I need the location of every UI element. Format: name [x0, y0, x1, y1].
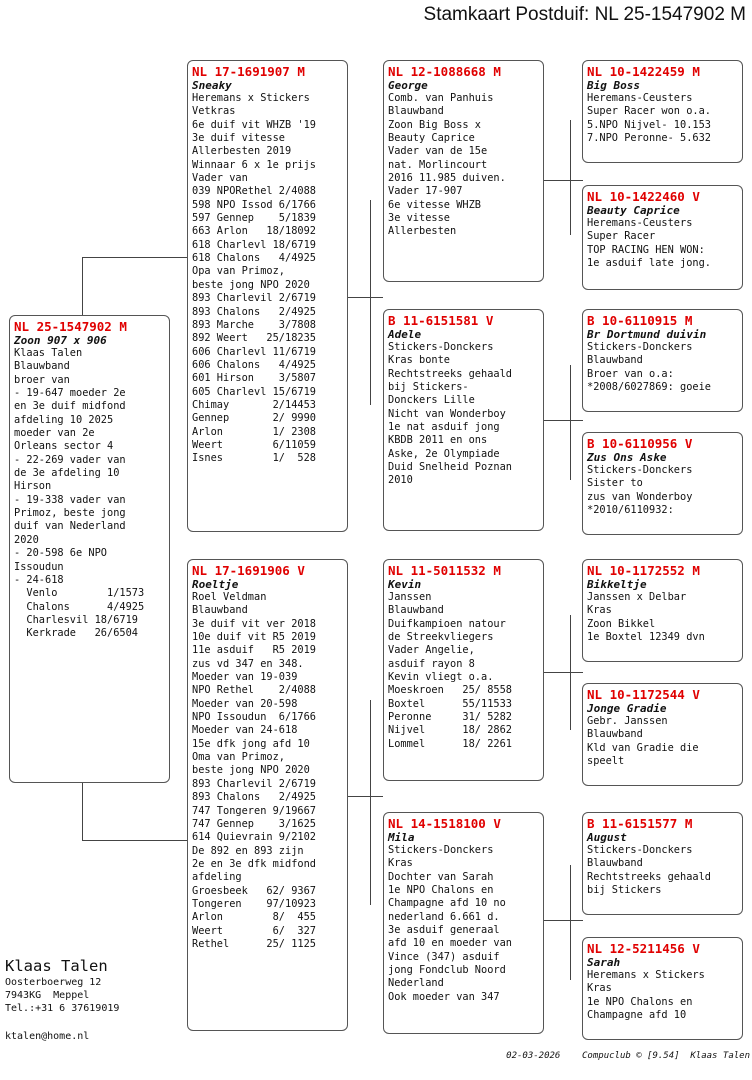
note-line: Opa van Primoz,	[192, 265, 285, 278]
pedigree-notes	[388, 844, 539, 1004]
note-line: Charlesvil 18/6719	[14, 613, 138, 626]
pigeon-name: Br Dortmund duivin	[587, 328, 707, 341]
note-line: de 3e afdeling 10	[14, 467, 120, 480]
connector	[543, 920, 583, 921]
ring-number: B 11-6151581 V	[388, 313, 494, 328]
note-line: 605 Charlevl 15/6719	[192, 385, 316, 398]
connector	[370, 200, 371, 405]
note-line: Champagne afd 10	[587, 1009, 687, 1022]
note-line: Moeder van 24-618	[192, 724, 298, 737]
note-line: Nijvel 18/ 2862	[388, 724, 512, 737]
note-line: 893 Chalons 2/4925	[192, 305, 316, 318]
note-line: bij Stickers-	[388, 381, 469, 394]
note-line: Boxtel 55/11533	[388, 697, 512, 710]
note-line: 598 NPO Issod 6/1766	[192, 198, 316, 211]
pigeon-name: Big Boss	[587, 79, 640, 92]
note-line: NPO Rethel 2/4088	[192, 684, 316, 697]
connector	[570, 365, 571, 480]
note-line: Stickers-Donckers	[587, 341, 693, 353]
note-line: 1e nat asduif jong	[388, 421, 500, 434]
pedigree-notes	[388, 92, 539, 239]
pigeon-name: Sarah	[587, 956, 621, 969]
subject-card[interactable]	[9, 315, 170, 783]
note-line: bij Stickers	[587, 884, 662, 897]
pedigree-notes	[587, 969, 738, 1022]
great-grandparent-card[interactable]	[582, 60, 743, 163]
note-line: Rechtstreeks gehaald	[587, 870, 711, 883]
note-line: moeder van 2e	[14, 427, 95, 440]
note-line: Blauwband	[587, 857, 643, 870]
note-line: Orleans sector 4	[14, 440, 114, 453]
note-line: Roel Veldman	[192, 591, 267, 603]
note-line: Zoon Bikkel	[587, 617, 656, 630]
ring-number: NL 12-5211456 V	[587, 941, 700, 956]
note-line: jong Fondclub Noord	[388, 964, 506, 977]
pedigree-notes	[14, 347, 165, 641]
note-line: broer van	[14, 373, 70, 386]
note-line: Janssen x Delbar	[587, 591, 687, 603]
note-line: 606 Charlevl 11/6719	[192, 345, 316, 358]
note-line: Duid Snelheid Poznan	[388, 461, 512, 474]
great-grandparent-card[interactable]	[582, 432, 743, 535]
pigeon-name: Zoon 907 x 906	[14, 334, 107, 347]
pedigree-notes	[587, 341, 738, 394]
note-line: Peronne 31/ 5282	[388, 711, 512, 724]
note-line: Blauwband	[587, 354, 643, 367]
note-line: beste jong NPO 2020	[192, 764, 310, 777]
note-line: Ook moeder van 347	[388, 990, 500, 1003]
note-line: Stickers-Donckers	[587, 844, 693, 856]
note-line: Isnes 1/ 528	[192, 452, 316, 465]
note-line: Blauwband	[388, 604, 444, 617]
note-line: Allerbesten 2019	[192, 145, 292, 158]
note-line: afdeling 10 2025	[14, 413, 114, 426]
connector	[82, 840, 188, 841]
note-line: KBDB 2011 en ons	[388, 434, 488, 447]
note-line: 6e duif vit WHZB '19	[192, 118, 316, 131]
note-line: Chimay 2/14453	[192, 398, 316, 411]
pedigree-notes	[587, 217, 738, 270]
note-line: Heremans x Stickers	[192, 92, 310, 104]
note-line: Heremans-Ceusters	[587, 217, 693, 229]
note-line: Duifkampioen natour	[388, 617, 506, 630]
note-line: Winnaar 6 x 1e prijs	[192, 158, 316, 171]
note-line: Aske, 2e Olympiade	[388, 447, 500, 460]
great-grandparent-card[interactable]	[582, 309, 743, 412]
note-line: Super Racer won o.a.	[587, 105, 711, 118]
note-line: Weert 6/11059	[192, 438, 316, 451]
great-grandparent-card[interactable]	[582, 683, 743, 786]
note-line: Moeder van 19-039	[192, 671, 298, 684]
note-line: Vader Angelie,	[388, 644, 475, 657]
pigeon-name: Sneaky	[192, 79, 232, 92]
note-line: zus vd 347 en 348.	[192, 657, 304, 670]
connector	[570, 865, 571, 980]
note-line: Kras	[388, 857, 413, 870]
note-line: Arlon 1/ 2308	[192, 425, 316, 438]
pedigree-notes	[192, 591, 343, 951]
note-line: - 20-598 6e NPO	[14, 547, 107, 560]
pigeon-name: Jonge Gradie	[587, 702, 667, 715]
note-line: Primoz, beste jong	[14, 507, 126, 520]
great-grandparent-card[interactable]	[582, 812, 743, 915]
note-line: 5.NPO Nijvel- 10.153	[587, 118, 711, 131]
note-line: 2016 11.985 duiven.	[388, 172, 506, 185]
note-line: - 19-647 moeder 2e	[14, 387, 126, 400]
note-line: 7.NPO Peronne- 5.632	[587, 132, 711, 145]
note-line: Vetkras	[192, 105, 236, 118]
note-line: 10e duif vit R5 2019	[192, 631, 316, 644]
note-line: Allerbesten	[388, 225, 457, 238]
pigeon-name: August	[587, 831, 627, 844]
note-line: Nicht van Wonderboy	[388, 407, 506, 420]
note-line: 1e asduif late jong.	[587, 257, 711, 270]
connector	[82, 257, 83, 315]
note-line: 1e NPO Chalons en	[388, 884, 494, 897]
ring-number: B 10-6110915 M	[587, 313, 693, 328]
note-line: duif van Nederland	[14, 520, 126, 533]
note-line: Rechtstreeks gehaald	[388, 367, 512, 380]
ring-number: B 10-6110956 V	[587, 436, 693, 451]
note-line: 893 Marche 3/7808	[192, 318, 316, 331]
connector	[347, 297, 383, 298]
paternal-grandfather-card[interactable]	[383, 60, 544, 282]
pedigree-notes	[388, 341, 539, 488]
note-line: *2010/6110932:	[587, 504, 674, 517]
note-line: Heremans x Stickers	[587, 969, 705, 981]
ring-number: NL 10-1172544 V	[587, 687, 700, 702]
pedigree-notes	[388, 591, 539, 751]
note-line: Blauwband	[388, 105, 444, 118]
note-line: Vader van	[192, 172, 248, 185]
ring-number: B 11-6151577 M	[587, 816, 693, 831]
note-line: nat. Morlincourt	[388, 158, 488, 171]
note-line: Zoon Big Boss x	[388, 118, 481, 131]
connector	[543, 180, 583, 181]
note-line: asduif rayon 8	[388, 657, 475, 670]
note-line: Groesbeek 62/ 9367	[192, 884, 316, 897]
pigeon-name: Mila	[388, 831, 415, 844]
ring-number: NL 25-1547902 M	[14, 319, 127, 334]
note-line: 2e en 3e dfk midfond	[192, 857, 316, 870]
note-line: Kld van Gradie die	[587, 741, 699, 754]
note-line: Vader van de 15e	[388, 145, 488, 158]
note-line: 1e NPO Chalons en	[587, 995, 693, 1008]
note-line: Venlo 1/1573	[14, 587, 145, 600]
pigeon-name: Zus Ons Aske	[587, 451, 667, 464]
note-line: Arlon 8/ 455	[192, 911, 316, 924]
note-line: 597 Gennep 5/1839	[192, 212, 316, 225]
note-line: Sister to	[587, 477, 643, 490]
note-line: Oma van Primoz,	[192, 751, 285, 764]
connector	[370, 700, 371, 905]
pigeon-name: Roeltje	[192, 578, 239, 591]
maternal-grandfather-card[interactable]	[383, 559, 544, 781]
great-grandparent-card[interactable]	[582, 185, 743, 290]
owner-email[interactable]: ktalen@home.nl	[5, 1030, 90, 1042]
note-line: 3e asduif generaal	[388, 924, 500, 937]
note-line: de Streekvliegers	[388, 631, 494, 644]
note-line: Broer van o.a:	[587, 367, 674, 380]
note-line: 893 Chalons 2/4925	[192, 791, 316, 804]
note-line: Rethel 25/ 1125	[192, 937, 316, 950]
note-line: Kras	[587, 982, 612, 995]
note-line: Stickers-Donckers	[388, 341, 494, 353]
pigeon-name: Kevin	[388, 578, 422, 591]
note-line: Klaas Talen	[14, 347, 83, 359]
great-grandparent-card[interactable]	[582, 937, 743, 1040]
pigeon-name: Adele	[388, 328, 422, 341]
great-grandparent-card[interactable]	[582, 559, 743, 662]
ring-number: NL 12-1088668 M	[388, 64, 501, 79]
connector	[347, 796, 383, 797]
note-line: 618 Charlevl 18/6719	[192, 238, 316, 251]
note-line: NPO Issoudun 6/1766	[192, 711, 316, 724]
note-line: 6e vitesse WHZB	[388, 198, 481, 211]
note-line: 663 Arlon 18/18092	[192, 225, 316, 238]
owner-name: Klaas Talen	[5, 957, 108, 975]
note-line: afdeling	[192, 871, 242, 884]
note-line: 15e dfk jong afd 10	[192, 737, 310, 750]
pedigree-notes	[192, 92, 343, 466]
note-line: Dochter van Sarah	[388, 870, 494, 883]
note-line: - 19-338 vader van	[14, 493, 126, 506]
note-line: Blauwband	[14, 360, 70, 373]
ring-number: NL 10-1172552 M	[587, 563, 700, 578]
note-line: Blauwband	[192, 604, 248, 617]
owner-phone: Tel.:+31 6 37619019	[5, 1003, 120, 1015]
note-line: 2020	[14, 533, 39, 546]
note-line: 3e vitesse	[388, 212, 450, 225]
note-line: nederland 6.661 d.	[388, 910, 500, 923]
note-line: Chalons 4/4925	[14, 600, 145, 613]
note-line: Vader 17-907	[388, 185, 463, 198]
note-line: 2010	[388, 474, 413, 487]
connector	[570, 615, 571, 730]
note-line: Kras	[587, 604, 612, 617]
note-line: Comb. van Panhuis	[388, 92, 494, 104]
note-line: Nederland	[388, 977, 444, 990]
note-line: Moeder van 20-598	[192, 697, 298, 710]
pedigree-notes	[587, 591, 738, 644]
pigeon-name: Beauty Caprice	[587, 204, 680, 217]
note-line: 893 Charlevil 2/6719	[192, 292, 316, 305]
owner-street: Oosterboerweg 12	[5, 977, 102, 988]
page-title: Stamkaart Postduif: NL 25-1547902 M	[423, 4, 746, 25]
note-line: 892 Weert 25/18235	[192, 332, 316, 345]
note-line: Tongeren 97/10923	[192, 897, 316, 910]
note-line: speelt	[587, 755, 625, 768]
note-line: Issoudun	[14, 560, 64, 573]
note-line: Hirson	[14, 480, 52, 493]
pedigree-notes	[587, 844, 738, 897]
connector	[543, 672, 583, 673]
owner-block	[5, 957, 119, 1043]
ring-number: NL 14-1518100 V	[388, 816, 501, 831]
ring-number: NL 10-1422459 M	[587, 64, 700, 79]
note-line: - 24-618	[14, 573, 64, 586]
note-line: - 22-269 vader van	[14, 453, 126, 466]
note-line: Stickers-Donckers	[388, 844, 494, 856]
connector	[82, 782, 83, 840]
owner-city: 7943KG Meppel	[5, 990, 90, 1002]
note-line: en 3e duif midfond	[14, 400, 126, 413]
note-line: Janssen	[388, 591, 432, 603]
note-line: TOP RACING HEN WON:	[587, 243, 705, 256]
note-line: Lommel 18/ 2261	[388, 737, 512, 750]
connector	[543, 420, 583, 421]
connector	[82, 257, 188, 258]
note-line: Blauwband	[587, 728, 643, 741]
note-line: 11e asduif R5 2019	[192, 644, 316, 657]
note-line: 618 Chalons 4/4925	[192, 252, 316, 265]
ring-number: NL 17-1691906 V	[192, 563, 305, 578]
note-line: Vince (347) asduif	[388, 950, 500, 963]
note-line: 606 Chalons 4/4925	[192, 358, 316, 371]
pigeon-name: George	[388, 79, 428, 92]
note-line: 3e duif vitesse	[192, 132, 285, 145]
footer-credit: 02-03-2026 Compuclub © [9.54] Klaas Talen	[506, 1051, 750, 1061]
note-line: De 892 en 893 zijn	[192, 844, 304, 857]
note-line: Donckers Lille	[388, 394, 475, 407]
mother-card[interactable]	[187, 559, 348, 1031]
connector	[570, 120, 571, 235]
note-line: Champagne afd 10 no	[388, 897, 506, 910]
note-line: Kerkrade 26/6504	[14, 627, 138, 640]
note-line: Gebr. Janssen	[587, 715, 668, 727]
note-line: *2008/6027869: goeie	[587, 381, 711, 394]
note-line: Kevin vliegt o.a.	[388, 671, 494, 684]
pedigree-notes	[587, 92, 738, 145]
note-line: 039 NPORethel 2/4088	[192, 185, 316, 198]
note-line: 1e Boxtel 12349 dvn	[587, 631, 705, 644]
pedigree-notes	[587, 715, 738, 768]
note-line: Gennep 2/ 9990	[192, 412, 316, 425]
note-line: Super Racer	[587, 230, 656, 243]
note-line: 893 Charlevil 2/6719	[192, 777, 316, 790]
ring-number: NL 10-1422460 V	[587, 189, 700, 204]
note-line: beste jong NPO 2020	[192, 278, 310, 291]
note-line: 3e duif vit ver 2018	[192, 617, 316, 630]
ring-number: NL 11-5011532 M	[388, 563, 501, 578]
note-line: Beauty Caprice	[388, 132, 475, 145]
note-line: Weert 6/ 327	[192, 924, 316, 937]
ring-number: NL 17-1691907 M	[192, 64, 305, 79]
note-line: Heremans-Ceusters	[587, 92, 693, 104]
note-line: 614 Quievrain 9/2102	[192, 831, 316, 844]
father-card[interactable]	[187, 60, 348, 532]
paternal-grandmother-card[interactable]	[383, 309, 544, 531]
pedigree-notes	[587, 464, 738, 517]
note-line: 601 Hirson 3/5807	[192, 372, 316, 385]
maternal-grandmother-card[interactable]	[383, 812, 544, 1034]
pigeon-name: Bikkeltje	[587, 578, 647, 591]
note-line: Moeskroen 25/ 8558	[388, 684, 512, 697]
note-line: 747 Tongeren 9/19667	[192, 804, 316, 817]
note-line: 747 Gennep 3/1625	[192, 817, 316, 830]
note-line: zus van Wonderboy	[587, 490, 693, 503]
note-line: afd 10 en moeder van	[388, 937, 512, 950]
note-line: Kras bonte	[388, 354, 450, 367]
note-line: Stickers-Donckers	[587, 464, 693, 476]
